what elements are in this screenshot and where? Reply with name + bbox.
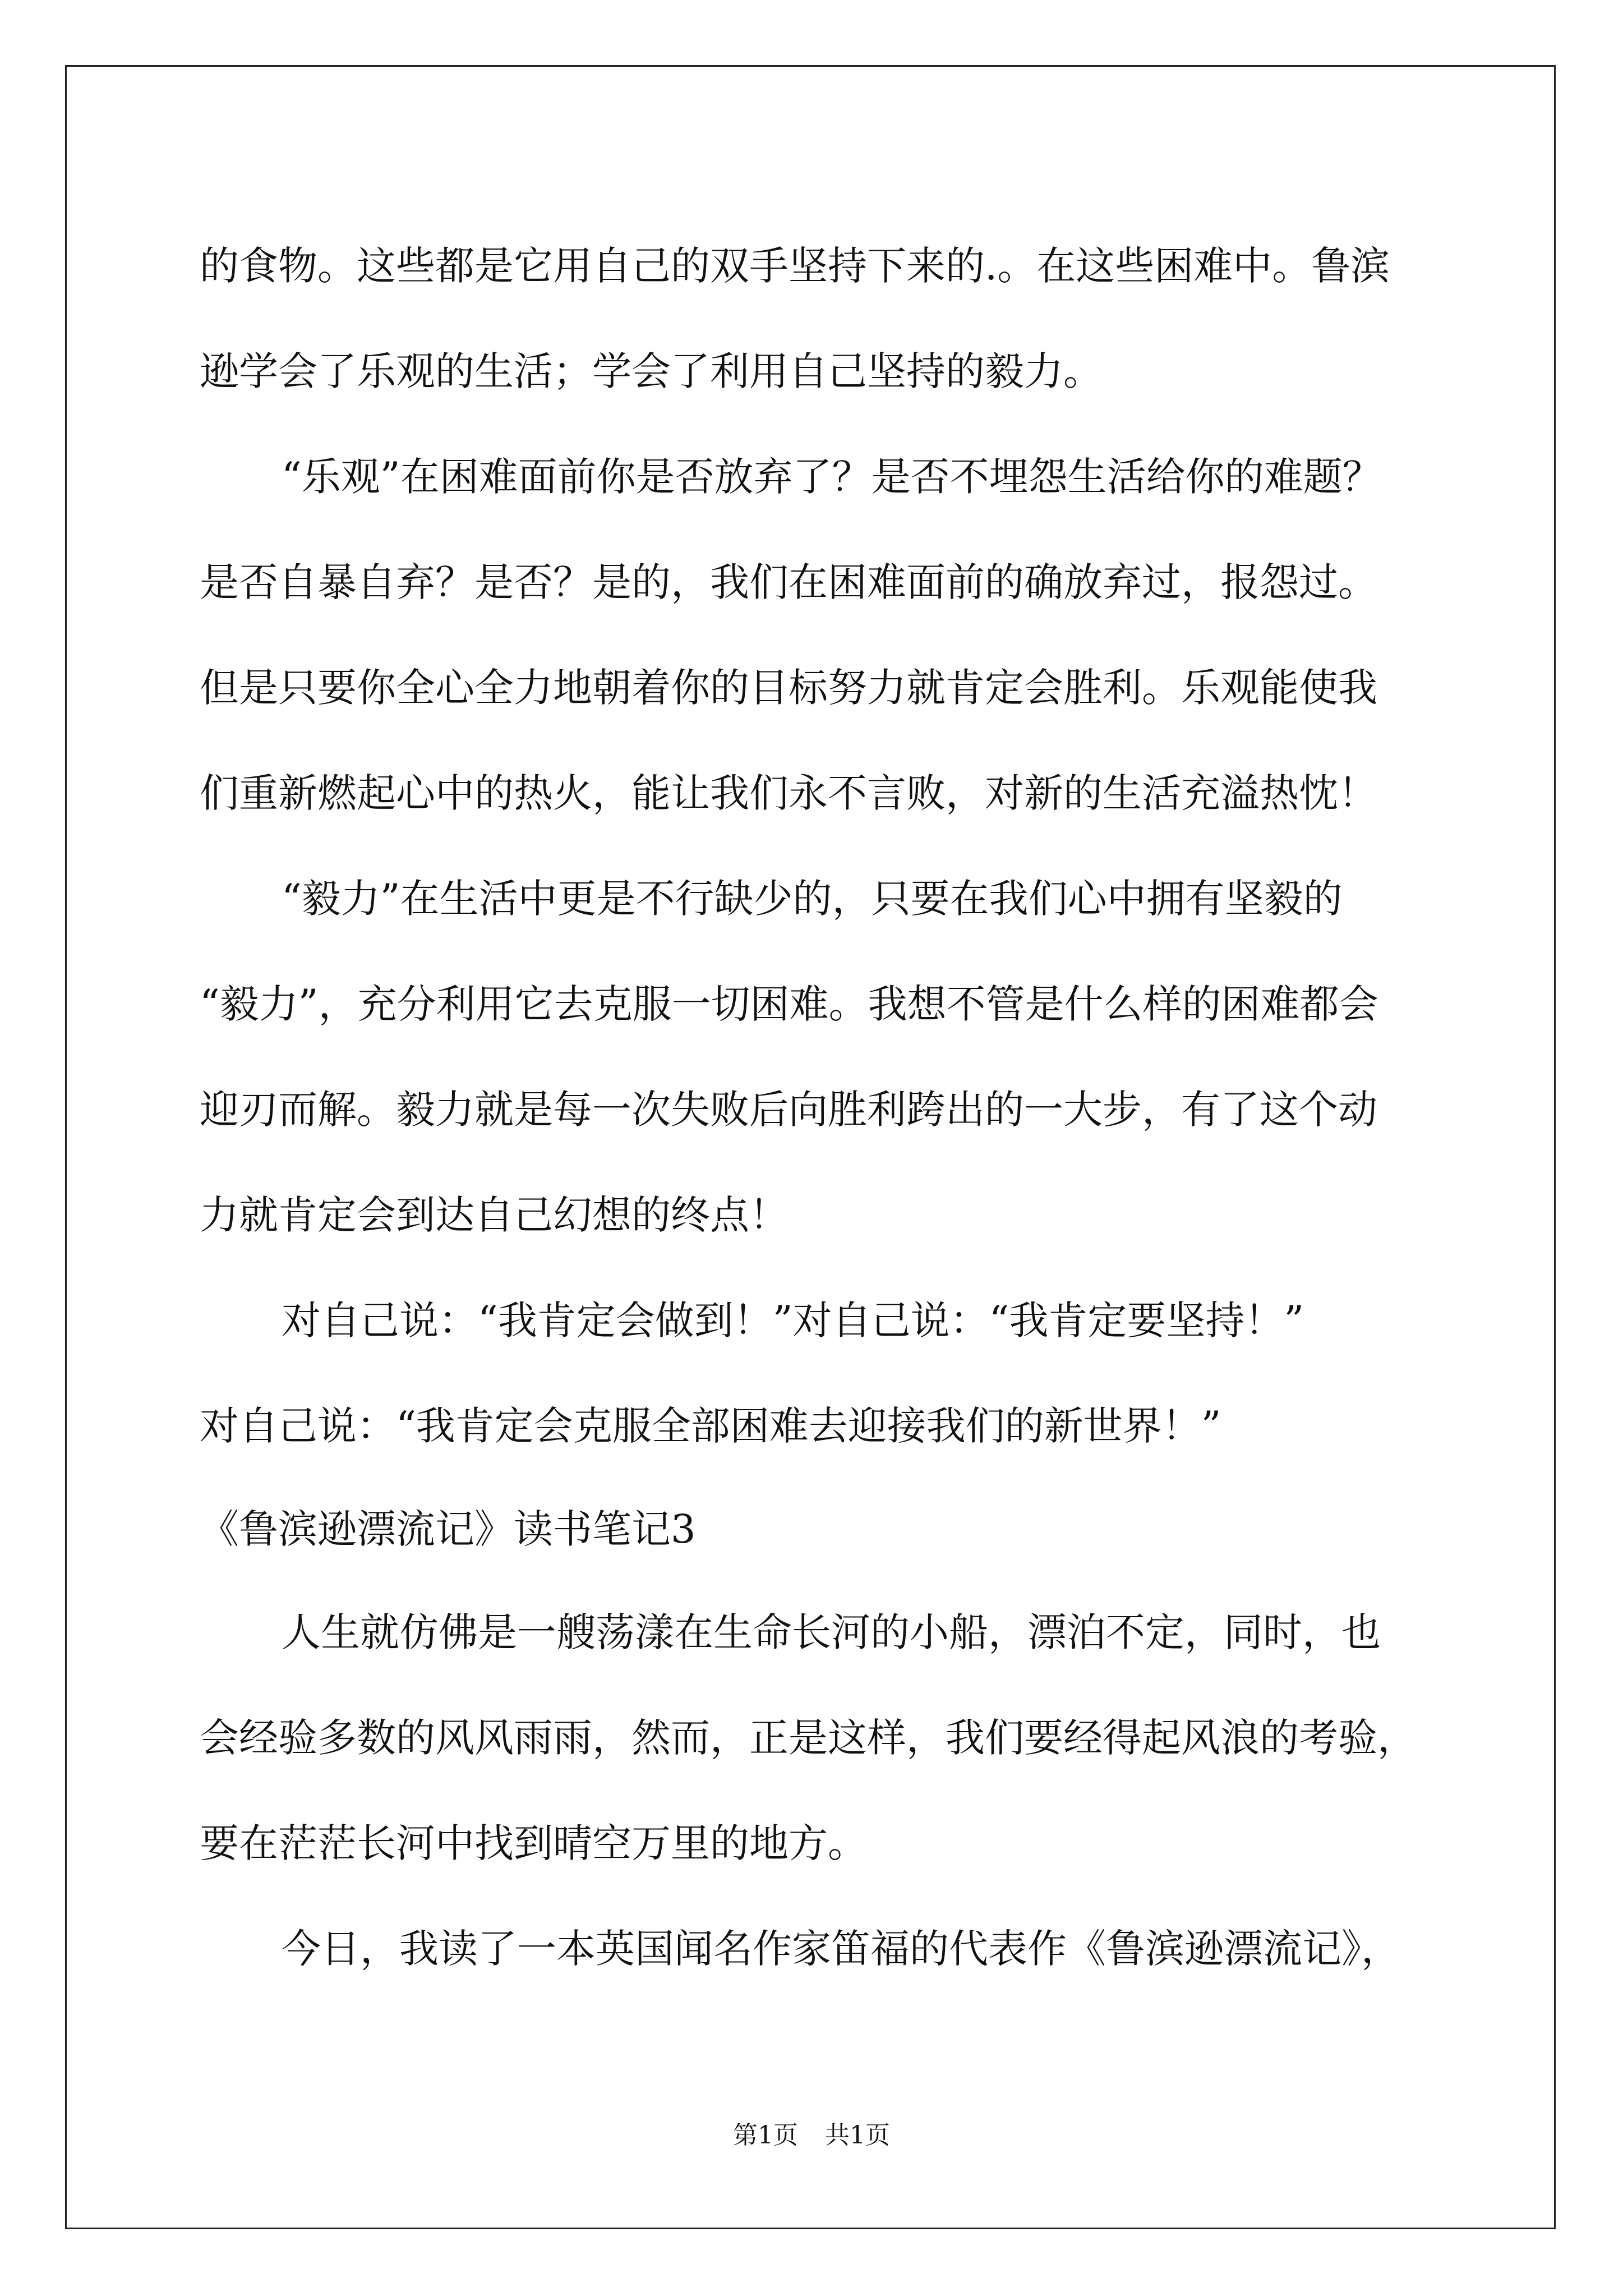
text-line: “毅力”，充分利用它去克服一切困难。我想不管是什么样的困难都会	[200, 981, 1378, 1027]
text-line: 要在茫茫长河中找到晴空万里的地方。	[200, 1820, 867, 1866]
text-line: 迎刃而解。毅力就是每一次失败后向胜利跨出的一大步，有了这个动	[200, 1087, 1377, 1133]
text-line: 逊学会了乐观的生活；学会了利用自己坚持的毅力。	[200, 348, 1103, 394]
paragraph-6	[200, 1896, 1428, 2001]
text-line: “乐观”在困难面前你是否放弃了？是否不埋怨生活给你的难题？	[282, 454, 1382, 500]
paragraph-2	[200, 424, 1428, 846]
text-line: 对自己说：“我肯定会做到！”对自己说：“我肯定要坚持！”	[282, 1297, 1304, 1343]
page-number: 第1页	[733, 2121, 798, 2150]
text-line: 今日，我读了一本英国闻名作家笛福的代表作《鲁滨逊漂流记》，	[282, 1926, 1400, 1972]
text-line: 人生就仿佛是一艘荡漾在生命长河的小船，漂泊不定，同时，也	[282, 1609, 1381, 1655]
text-line: 们重新燃起心中的热火，能让我们永不言败，对新的生活充溢热忱！	[200, 770, 1377, 816]
paragraph-1	[200, 213, 1428, 424]
paragraph-3	[200, 846, 1428, 1268]
text-line: 的食物。这些都是它用自己的双手坚持下来的.。在这些困难中。鲁滨	[200, 243, 1390, 289]
text-line: 会经验多数的风风雨雨，然而，正是这样，我们要经得起风浪的考验，	[200, 1715, 1417, 1761]
text-line: 对自己说：“我肯定会克服全部困难去迎接我们的新世界！”	[200, 1403, 1221, 1449]
text-line: 力就肯定会到达自己幻想的终点！	[200, 1192, 789, 1238]
text-line: 是否自暴自弃？是否？是的，我们在困难面前的确放弃过，报怨过。	[200, 559, 1377, 605]
text-line: “毅力”在生活中更是不行缺少的，只要在我们心中拥有坚毅的	[282, 876, 1343, 922]
paragraph-5	[200, 1580, 1428, 1896]
text-line: 但是只要你全心全力地朝着你的目标努力就肯定会胜利。乐观能使我	[200, 665, 1377, 711]
page-count: 共1页	[825, 2121, 890, 2150]
paragraph-4	[200, 1268, 1428, 1479]
page-footer	[0, 2115, 1623, 2151]
document-body	[200, 213, 1428, 2001]
section-heading: 《鲁滨逊漂流记》读书笔记3	[200, 1506, 696, 1552]
